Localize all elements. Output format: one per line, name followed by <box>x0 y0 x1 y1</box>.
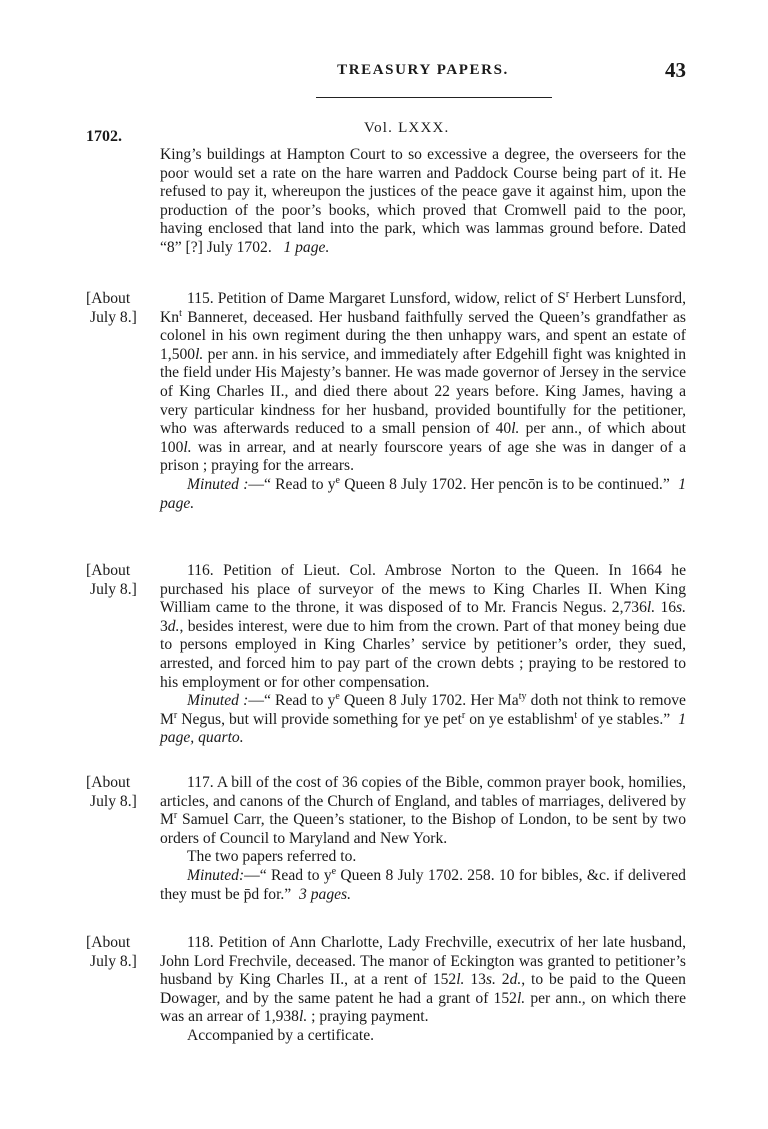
text-run: 117. A bill of the cost of 36 copies of the Bible, common prayer book, homilies, articles, and canons of the Church of England, and tables of marriages, delivered by M <box>160 774 686 829</box>
text-run: 16 <box>655 599 677 617</box>
entry-date <box>86 562 158 599</box>
text-run: per ann. in his service, and immediately after Edgehill fight was knighted in the field under His Majesty’s banner. He was made governor of Jersey in the service of King Charles II., and died there about 22 years before. King James, having a very particular kindness for her husband, provided bountifully for the petitioner, who was afterwards reduced to a small pension of 40 <box>160 345 686 438</box>
entry-text <box>160 290 686 476</box>
text-run: ; praying payment. <box>307 1008 429 1026</box>
text-run: , besides interest, were due to him from the crown. Part of that money being due to persons employed in King Charles’ service by petitioner’s order, they sued, arrested, and forced him to pay part of the crown debts ; praying to be restored to his employment or for other compensation. <box>160 617 686 691</box>
text-run: —“ Read to y <box>248 692 336 710</box>
continuation-text <box>160 146 686 258</box>
abbrev: d. <box>509 971 522 989</box>
abbrev: l. <box>195 345 204 363</box>
minuted-label: Minuted: <box>187 866 245 884</box>
entry-date <box>86 290 158 327</box>
page-count: 1 page, quarto. <box>160 710 686 747</box>
entry-subtext: The two papers referred to. <box>187 848 357 866</box>
page-number: 43 <box>665 58 686 82</box>
text-run: , to be paid to the Queen Dowager, and by the same patent he had a grant of 152 <box>160 971 686 1007</box>
abbrev: l. <box>516 989 526 1007</box>
entry-date <box>86 934 158 971</box>
minuted-label: Minuted : <box>187 692 249 710</box>
text-run: 118. Petition of Ann Charlotte, Lady Frechville, executrix of her late husband, John Lord Frechvile, deceased. The manor of Eckington was granted to petitioner’s husband by King Charles II., at a rent of 152 <box>160 934 686 989</box>
text-run: —“ Read to y <box>244 866 332 884</box>
superscript: t <box>179 307 182 319</box>
entry-date <box>86 774 158 811</box>
date-line: [About <box>86 774 131 791</box>
text-run: of ye stables.” <box>577 710 671 728</box>
continuation-line: overseers for the poor would set a rate on the hare warren and <box>160 146 686 182</box>
minuted-label: Minuted : <box>187 475 249 493</box>
text-run: was in arrear, and at nearly fourscore years of age she was in danger of a prison ; praying for the arrears. <box>160 438 686 475</box>
entry-subtext: Accompanied by a certificate. <box>187 1026 375 1044</box>
text-run: Samuel Carr, the Queen’s stationer, to the Bishop of London, to be sent by two orders of Council to Maryland and New York. <box>160 811 686 847</box>
date-line: [About <box>86 290 131 307</box>
superscript: r <box>565 288 570 300</box>
superscript: ty <box>518 690 527 702</box>
entry-text <box>160 562 686 692</box>
volume-heading: Vol. LXXX. <box>364 120 450 136</box>
minuted-note <box>160 476 686 513</box>
abbrev: d. <box>167 617 180 635</box>
entry-116 <box>160 562 686 748</box>
date-line: July 8.] <box>90 792 137 810</box>
text-run: 116. Petition of Lieut. Col. Ambrose Norton to the Queen. In 1664 he purchased his place of surveyor of the mews to King Charles II. When King William came to the throne, it was disposed of to Mr. Francis Negus. 2,736 <box>160 562 686 617</box>
text-run: 115. Petition of Dame Margaret Lunsford, widow, relict of S <box>187 290 566 307</box>
date-line: July 8.] <box>90 308 137 326</box>
year-margin: 1702. <box>86 128 122 145</box>
superscript: r <box>173 709 178 721</box>
abbrev: l. <box>456 971 465 989</box>
abbrev: s. <box>485 971 496 989</box>
text-run: —“ Read to y <box>248 475 336 493</box>
page-count: 1 page. <box>160 475 687 512</box>
superscript: e <box>331 865 337 877</box>
running-head <box>0 62 768 79</box>
entry-118 <box>160 934 686 1046</box>
running-title: TREASURY PAPERS. <box>337 62 509 78</box>
continuation-line: the poor’s books, which proved that Cromwell paid to the poor, <box>255 201 686 219</box>
text-run: Queen 8 July 1702. 258. 10 for bibles, &c. if delivered they must be p̄d for.” <box>160 866 686 903</box>
date-line: [About <box>86 934 131 951</box>
superscript: t <box>574 709 578 721</box>
superscript: e <box>335 474 340 486</box>
text-run: Banneret, deceased. Her husband faithfully served the Queen’s grandfather as colonel in his own regiment during the then unhappy wars, and spent an estate of 1,500 <box>160 308 686 363</box>
text-run: Herbert Lunsford, Kn <box>160 290 687 326</box>
text-run: per ann., of which about 100 <box>160 420 686 456</box>
superscript: r <box>173 810 178 821</box>
text-run: Queen 8 July 1702. Her pencōn is to be continued.” <box>340 475 670 493</box>
text-run: per ann., on which there was an arrear of 1,938 <box>160 989 686 1026</box>
page-count: 3 pages. <box>299 885 352 903</box>
abbrev: l. <box>646 599 656 617</box>
entry-117 <box>160 774 686 904</box>
text-run: 2 <box>495 971 510 989</box>
continuation-line: King’s buildings at Hampton Court to so excessive a degree, the <box>160 146 575 163</box>
superscript: e <box>335 690 340 702</box>
text-run: 13 <box>464 971 486 989</box>
continuation-line: Paddock Course being part of it. He refused to pay it, whereupon <box>160 164 686 201</box>
continuation-line: before. Dated “8” [?] July 1702. <box>160 220 686 256</box>
abbrev: l. <box>183 438 192 456</box>
abbrev: l. <box>298 1008 308 1026</box>
abbrev: s. <box>676 599 687 617</box>
text-run: Queen 8 July 1702. Her Ma <box>339 692 519 710</box>
entry-text <box>160 774 686 848</box>
text-run: Negus, but will provide something for ye pet <box>177 710 462 728</box>
watermark: ​ <box>136 426 163 445</box>
continuation-line: the justices of the peace gave it against him, upon the production of <box>160 183 686 219</box>
entry-text <box>160 934 686 1027</box>
header-rule <box>316 97 552 98</box>
entry-115 <box>160 290 686 513</box>
date-line: [About <box>86 562 131 579</box>
page-count: 1 page. <box>283 238 330 256</box>
text-run: doth not think to remove M <box>160 692 686 728</box>
continuation-line: having enclosed that land into the park, which was lammas ground <box>160 220 594 238</box>
abbrev: l. <box>511 420 520 438</box>
text-run: on ye establishm <box>465 710 575 728</box>
minuted-note <box>160 692 686 748</box>
superscript: r <box>461 709 466 721</box>
date-line: July 8.] <box>90 952 137 970</box>
text-run: 3 <box>160 617 168 635</box>
date-line: July 8.] <box>90 580 137 598</box>
continuation-paragraph <box>160 146 686 258</box>
minuted-note <box>160 867 686 904</box>
